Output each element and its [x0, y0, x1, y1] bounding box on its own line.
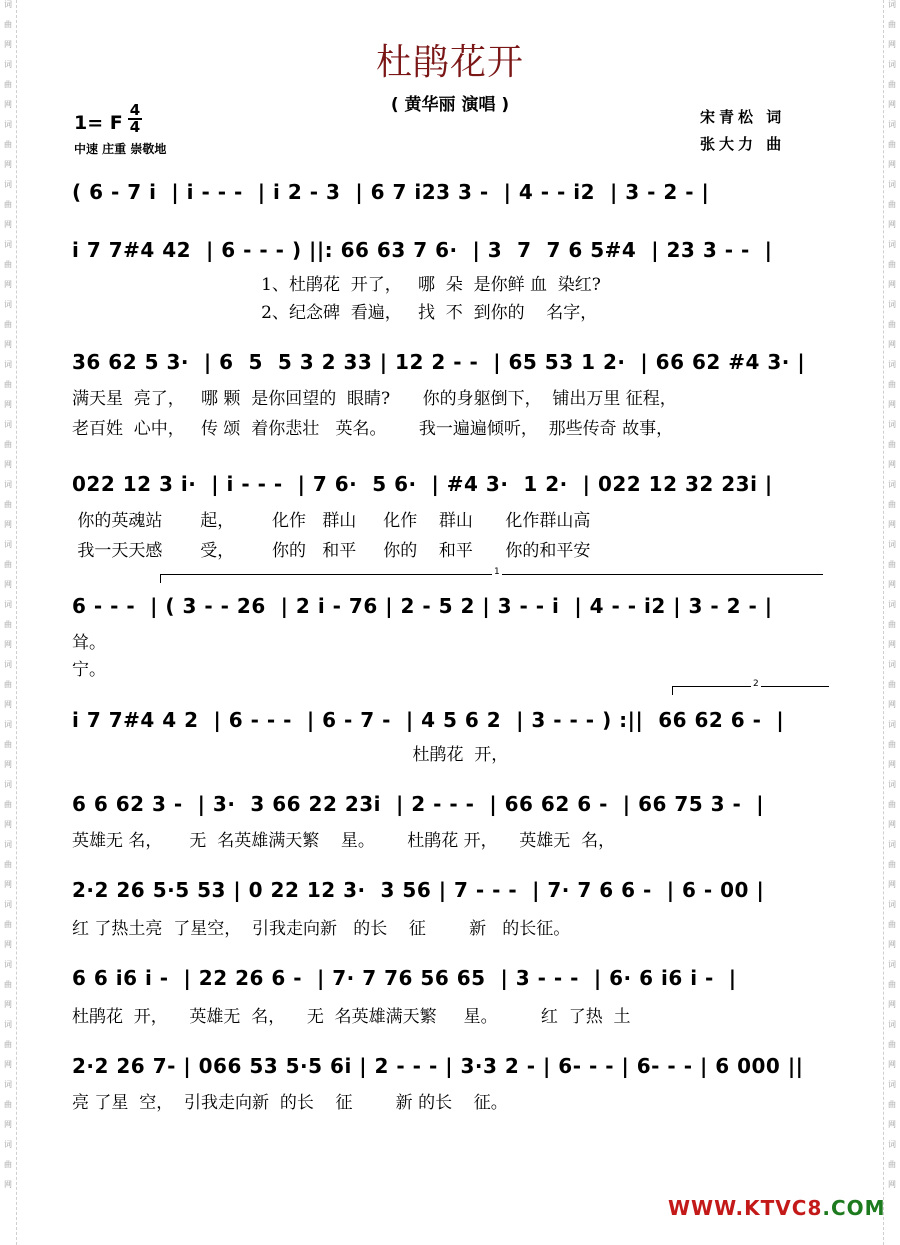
watermark-glyph: 词	[888, 420, 896, 429]
watermark-glyph: 词	[888, 120, 896, 129]
watermark-glyph: 词	[888, 300, 896, 309]
watermark-glyph: 曲	[4, 440, 12, 449]
watermark-glyph: 词	[4, 960, 12, 969]
watermark-glyph: 词	[888, 240, 896, 249]
site-watermark-suffix: .COM	[822, 1196, 886, 1220]
watermark-glyph: 词	[4, 840, 12, 849]
watermark-glyph: 网	[4, 160, 12, 169]
site-watermark	[668, 1196, 886, 1220]
first-ending-number: 1	[494, 567, 500, 577]
watermark-glyph: 网	[888, 820, 896, 829]
watermark-glyph: 词	[4, 420, 12, 429]
watermark-glyph: 网	[888, 760, 896, 769]
watermark-glyph: 曲	[4, 20, 12, 29]
lyricist-credit: 宋青松 词	[700, 108, 786, 126]
lyric-line-5-verse-1: 耸。	[72, 633, 106, 653]
watermark-glyph: 词	[4, 720, 12, 729]
watermark-glyph: 词	[888, 660, 896, 669]
lyric-line-6: 杜鹃花 开，	[72, 745, 509, 765]
watermark-glyph: 网	[4, 100, 12, 109]
watermark-glyph: 曲	[4, 980, 12, 989]
watermark-glyph: 曲	[888, 1160, 896, 1169]
watermark-glyph: 词	[4, 900, 12, 909]
watermark-glyph: 网	[888, 1180, 896, 1189]
watermark-glyph: 曲	[888, 1100, 896, 1109]
watermark-glyph: 曲	[4, 620, 12, 629]
watermark-glyph: 词	[4, 360, 12, 369]
watermark-glyph: 网	[4, 760, 12, 769]
score-line-6: i 7 7#4 4 2 | 6 - - - | 6 - 7 - | 4 5 6 2 | 3 - - - ) :|| 66 62 6 - |	[72, 708, 785, 732]
watermark-glyph: 词	[888, 720, 896, 729]
watermark-glyph: 词	[4, 480, 12, 489]
time-sig-top: 4	[129, 101, 141, 119]
watermark-glyph: 网	[888, 400, 896, 409]
watermark-glyph: 词	[888, 840, 896, 849]
watermark-glyph: 曲	[888, 260, 896, 269]
watermark-glyph: 曲	[4, 860, 12, 869]
watermark-glyph: 网	[888, 700, 896, 709]
watermark-glyph: 词	[4, 600, 12, 609]
watermark-glyph: 网	[4, 580, 12, 589]
watermark-glyph: 网	[4, 40, 12, 49]
score-line-1: ( 6 - 7 i | i - - - | i 2 - 3 | 6 7 i23 3 - | 4 - - i2 | 3 - 2 - |	[72, 180, 710, 204]
watermark-glyph: 网	[4, 820, 12, 829]
watermark-glyph: 曲	[888, 200, 896, 209]
lyric-line-5-verse-2: 宁。	[72, 660, 106, 680]
watermark-glyph: 曲	[4, 680, 12, 689]
watermark-glyph: 曲	[4, 200, 12, 209]
watermark-glyph: 网	[4, 940, 12, 949]
watermark-glyph: 曲	[888, 860, 896, 869]
first-ending-bracket	[160, 567, 823, 583]
time-signature	[128, 103, 142, 135]
watermark-glyph: 曲	[888, 740, 896, 749]
watermark-glyph: 曲	[888, 920, 896, 929]
watermark-glyph: 曲	[4, 500, 12, 509]
song-title: 杜鹃花开	[375, 42, 524, 83]
lyric-line-9: 杜鹃花 开， 英雄无 名， 无 名英雄满天繁 星。 红 了热 土	[72, 1007, 631, 1027]
watermark-glyph: 曲	[888, 20, 896, 29]
watermark-strip-left	[0, 0, 17, 1245]
watermark-glyph: 曲	[4, 380, 12, 389]
key-signature: 1= F	[74, 112, 123, 134]
watermark-glyph: 词	[888, 780, 896, 789]
watermark-glyph: 网	[888, 460, 896, 469]
watermark-glyph: 曲	[888, 620, 896, 629]
watermark-glyph: 曲	[888, 500, 896, 509]
watermark-glyph: 网	[888, 1000, 896, 1009]
watermark-glyph: 网	[888, 880, 896, 889]
watermark-glyph: 网	[888, 40, 896, 49]
watermark-glyph: 网	[888, 100, 896, 109]
watermark-glyph: 词	[888, 60, 896, 69]
watermark-glyph: 词	[888, 960, 896, 969]
watermark-glyph: 网	[4, 880, 12, 889]
watermark-glyph: 词	[888, 1140, 896, 1149]
watermark-glyph: 曲	[4, 920, 12, 929]
watermark-glyph: 网	[888, 1120, 896, 1129]
watermark-glyph: 网	[4, 400, 12, 409]
watermark-glyph: 网	[4, 1180, 12, 1189]
watermark-glyph: 词	[888, 480, 896, 489]
watermark-glyph: 词	[888, 360, 896, 369]
lyric-line-7: 英雄无 名， 无 名英雄满天繁 星。 杜鹃花 开， 英雄无 名，	[72, 831, 616, 851]
watermark-glyph: 网	[4, 700, 12, 709]
lyric-line-3-verse-2: 老百姓 心中， 传 颂 着你悲壮 英名。 我一遍遍倾听， 那些传奇 故事，	[72, 419, 674, 439]
watermark-glyph: 词	[888, 1080, 896, 1089]
watermark-glyph: 词	[888, 900, 896, 909]
watermark-glyph: 网	[888, 280, 896, 289]
watermark-glyph: 曲	[888, 980, 896, 989]
watermark-glyph: 词	[888, 540, 896, 549]
composer-credit: 张大力 曲	[700, 135, 786, 153]
watermark-glyph: 词	[4, 180, 12, 189]
watermark-glyph: 网	[4, 640, 12, 649]
watermark-glyph: 曲	[4, 1040, 12, 1049]
score-line-8: 2·2 26 5·5 53 | 0 22 12 3· 3 56 | 7 - - - | 7· 7 6 6 - | 6 - 00 |	[72, 878, 765, 902]
lyric-line-10: 亮 了星 空， 引我走向新 的长 征 新 的长 征。	[72, 1093, 508, 1113]
watermark-glyph: 词	[4, 780, 12, 789]
watermark-glyph: 网	[888, 160, 896, 169]
watermark-glyph: 网	[888, 580, 896, 589]
watermark-glyph: 网	[4, 280, 12, 289]
watermark-glyph: 词	[888, 0, 896, 9]
watermark-glyph: 曲	[888, 800, 896, 809]
watermark-glyph: 网	[4, 1120, 12, 1129]
tempo-marking: 中速 庄重 崇敬地	[74, 142, 167, 156]
score-line-3: 36 62 5 3· | 6 5 5 3 2 33 | 12 2 - - | 65 53 1 2· | 66 62 #4 3· |	[72, 350, 806, 374]
watermark-glyph: 词	[888, 1020, 896, 1029]
lyric-line-2-verse-2: 2、纪念碑 看遍， 找 不 到你的 名字，	[72, 303, 598, 323]
watermark-glyph: 曲	[4, 320, 12, 329]
score-line-5: 6 - - - | ( 3 - - 26 | 2 i - 76 | 2 - 5 2 | 3 - - i | 4 - - i2 | 3 - 2 - |	[72, 594, 773, 618]
second-ending-number: 2	[753, 679, 759, 689]
watermark-glyph: 曲	[4, 800, 12, 809]
watermark-glyph: 词	[888, 600, 896, 609]
watermark-glyph: 曲	[888, 380, 896, 389]
watermark-glyph: 曲	[4, 260, 12, 269]
watermark-glyph: 词	[4, 1020, 12, 1029]
watermark-glyph: 词	[4, 660, 12, 669]
lyric-line-4-verse-2: 我一天天感 受， 你的 和平 你的 和平 你的和平安	[72, 541, 591, 561]
watermark-glyph: 曲	[4, 1100, 12, 1109]
watermark-glyph: 词	[4, 120, 12, 129]
score-line-7: 6 6 62 3 - | 3· 3 66 22 23i | 2 - - - | 66 62 6 - | 66 75 3 - |	[72, 792, 765, 816]
watermark-glyph: 词	[4, 0, 12, 9]
watermark-glyph: 网	[4, 340, 12, 349]
singer-credit: ( 黄华丽 演唱 )	[390, 95, 510, 115]
watermark-glyph: 曲	[888, 320, 896, 329]
watermark-glyph: 网	[4, 520, 12, 529]
watermark-glyph: 曲	[4, 1160, 12, 1169]
watermark-glyph: 网	[888, 940, 896, 949]
watermark-glyph: 曲	[888, 440, 896, 449]
watermark-glyph: 词	[4, 1140, 12, 1149]
watermark-glyph: 曲	[888, 140, 896, 149]
score-line-10: 2·2 26 7- | 066 53 5·5 6i | 2 - - - | 3·3 2 - | 6- - - | 6- - - | 6 000 ||	[72, 1054, 804, 1078]
watermark-glyph: 词	[4, 540, 12, 549]
lyric-line-4-verse-1: 你的英魂站 起， 化作 群山 化作 群山 化作群山高	[72, 511, 591, 531]
score-line-9: 6 6 i6 i - | 22 26 6 - | 7· 7 76 56 65 | 3 - - - | 6· 6 i6 i - |	[72, 966, 737, 990]
watermark-glyph: 网	[4, 220, 12, 229]
score-line-2: i 7 7#4 42 | 6 - - - ) ||: 66 63 7 6· | 3 7 7 6 5#4 | 23 3 - - |	[72, 238, 773, 262]
watermark-glyph: 网	[888, 340, 896, 349]
watermark-glyph: 曲	[4, 740, 12, 749]
watermark-glyph: 网	[4, 460, 12, 469]
lyric-line-8: 红 了热土亮 了星空， 引我走向新 的长 征 新 的长征。	[72, 919, 571, 939]
watermark-glyph: 网	[4, 1000, 12, 1009]
watermark-glyph: 词	[4, 60, 12, 69]
time-sig-bottom: 4	[129, 118, 141, 136]
watermark-glyph: 网	[888, 1060, 896, 1069]
watermark-glyph: 词	[888, 180, 896, 189]
watermark-glyph: 曲	[888, 560, 896, 569]
watermark-glyph: 曲	[888, 1040, 896, 1049]
watermark-glyph: 网	[888, 640, 896, 649]
watermark-strip-right	[883, 0, 900, 1245]
watermark-glyph: 曲	[4, 140, 12, 149]
score-line-4: 022 12 3 i· | i - - - | 7 6· 5 6· | #4 3· 1 2· | 022 12 32 23i |	[72, 472, 773, 496]
watermark-glyph: 词	[4, 240, 12, 249]
watermark-glyph: 词	[4, 1080, 12, 1089]
watermark-glyph: 曲	[4, 560, 12, 569]
watermark-glyph: 词	[4, 300, 12, 309]
second-ending-bracket	[672, 679, 829, 695]
lyric-line-2-verse-1: 1、杜鹃花 开了， 哪 朵 是你鲜 血 染红?	[72, 275, 601, 295]
lyric-line-3-verse-1: 满天星 亮了， 哪 颗 是你回望的 眼睛? 你的身躯倒下， 铺出万里 征程，	[72, 389, 677, 409]
watermark-glyph: 网	[888, 220, 896, 229]
site-watermark-main: WWW.KTVC8	[668, 1196, 823, 1220]
watermark-glyph: 曲	[4, 80, 12, 89]
watermark-glyph: 网	[4, 1060, 12, 1069]
watermark-glyph: 曲	[888, 680, 896, 689]
watermark-glyph: 网	[888, 520, 896, 529]
watermark-glyph: 曲	[888, 80, 896, 89]
